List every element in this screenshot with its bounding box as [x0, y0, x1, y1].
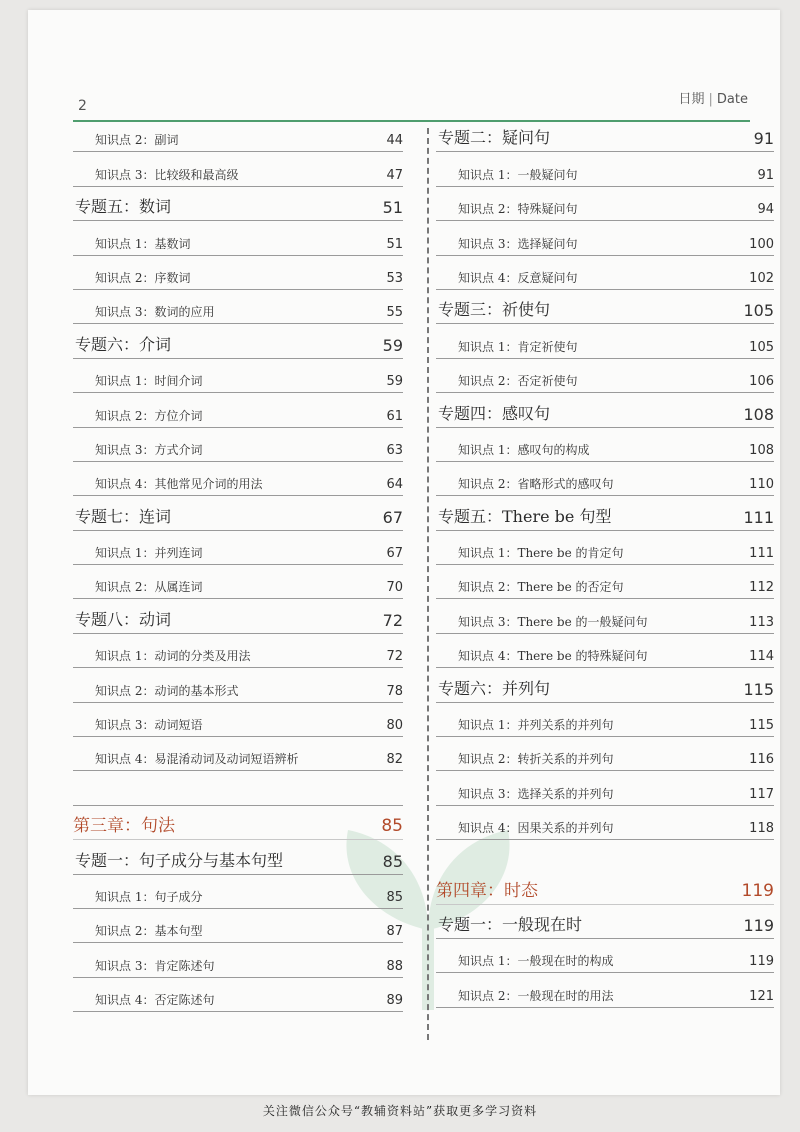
toc-entry-label: 知识点 1：一般现在时的构成	[458, 954, 614, 969]
toc-entry-label: 知识点 1：句子成分	[95, 889, 203, 904]
toc-entry-label: 专题六：介词	[75, 334, 172, 354]
toc-item-row	[73, 221, 403, 255]
toc-item-row	[436, 634, 774, 668]
toc-page-number: 110	[749, 477, 774, 493]
toc-entry-label: 知识点 1：There be 的肯定句	[458, 546, 624, 561]
toc-item-row	[73, 668, 403, 702]
toc-section-row	[73, 324, 403, 358]
toc-page-number: 85	[381, 816, 403, 837]
toc-section-row	[73, 840, 403, 874]
toc-section-row	[436, 118, 774, 152]
toc-chapter-row	[436, 870, 774, 904]
toc-item-row	[436, 256, 774, 290]
toc-item-row	[73, 359, 403, 393]
toc-section-row	[436, 668, 774, 702]
toc-entry-label: 专题五：There be 句型	[438, 506, 612, 526]
toc-item-row	[73, 634, 403, 668]
toc-item-row	[73, 978, 403, 1012]
toc-page-number: 111	[743, 507, 774, 527]
toc-item-row	[73, 152, 403, 186]
toc-entry-label: 知识点 3：选择关系的并列句	[458, 786, 614, 801]
toc-entry-label: 专题六：并列句	[438, 678, 551, 698]
toc-page-number: 87	[386, 924, 403, 940]
toc-entry-label: 专题四：感叹句	[438, 403, 551, 423]
toc-entry-label: 知识点 3：选择疑问句	[458, 236, 578, 251]
toc-entry-label: 知识点 3：数词的应用	[95, 305, 215, 320]
toc-page-number: 55	[386, 305, 403, 321]
toc-page-number: 115	[743, 679, 774, 699]
toc-entry-label: 知识点 2：副词	[95, 133, 179, 148]
toc-entry-label: 专题五：数词	[75, 197, 172, 217]
toc-section-row	[436, 496, 774, 530]
column-divider	[427, 128, 429, 1040]
toc-item-row	[436, 599, 774, 633]
toc-entry-label: 知识点 3：肯定陈述句	[95, 958, 215, 973]
toc-entry-label: 专题一：一般现在时	[438, 914, 583, 934]
toc-entry-label: 知识点 4：反意疑问句	[458, 270, 578, 285]
toc-entry-label: 知识点 4：易混淆动词及动词短语辨析	[95, 752, 299, 767]
toc-item-row	[73, 943, 403, 977]
date-label: 日期 | Date	[678, 92, 748, 107]
toc-item-row	[73, 428, 403, 462]
toc-item-row	[73, 290, 403, 324]
toc-item-row	[436, 152, 774, 186]
toc-item-row	[436, 462, 774, 496]
toc-item-row	[436, 324, 774, 358]
toc-entry-label: 专题一：句子成分与基本句型	[75, 850, 284, 870]
toc-entry-label: 第四章：时态	[436, 880, 538, 901]
toc-page-number: 113	[749, 614, 774, 630]
footer-note: 关注微信公众号“教辅资料站”获取更多学习资料	[262, 1104, 538, 1118]
toc-chapter-row	[73, 806, 403, 840]
toc-page-number: 82	[386, 752, 403, 768]
toc-item-row	[436, 428, 774, 462]
toc-item-row	[436, 973, 774, 1007]
toc-page-number: 59	[382, 335, 403, 355]
toc-entry-label: 知识点 3：动词短语	[95, 718, 203, 733]
toc-page-number: 91	[753, 129, 774, 149]
toc-entry-label: 知识点 2：There be 的否定句	[458, 580, 624, 595]
toc-entry-label: 知识点 1：基数词	[95, 236, 191, 251]
toc-entry-label: 知识点 2：方位介词	[95, 408, 203, 423]
toc-page-number: 119	[749, 954, 774, 970]
toc-entry-label: 知识点 3：方式介词	[95, 442, 203, 457]
toc-entry-label: 知识点 2：省略形式的感叹句	[458, 477, 614, 492]
toc-section-row	[436, 290, 774, 324]
toc-item-row	[436, 737, 774, 771]
toc-entry-label: 知识点 4：否定陈述句	[95, 993, 215, 1008]
toc-entry-label: 知识点 2：从属连词	[95, 580, 203, 595]
toc-entry-label: 知识点 1：时间介词	[95, 374, 203, 389]
page-number: 2	[78, 98, 87, 114]
toc-page-number: 61	[386, 408, 403, 424]
toc-item-row	[436, 939, 774, 973]
toc-page-number: 72	[386, 649, 403, 665]
toc-page-number: 100	[749, 236, 774, 252]
toc-page-number: 51	[386, 236, 403, 252]
toc-item-row	[436, 531, 774, 565]
toc-page-number: 70	[386, 580, 403, 596]
toc-entry-label: 知识点 1：并列关系的并列句	[458, 718, 614, 733]
toc-page-number: 114	[749, 649, 774, 665]
toc-entry-label: 知识点 3：比较级和最高级	[95, 167, 239, 182]
toc-item-row	[436, 806, 774, 840]
toc-item-row	[436, 771, 774, 805]
toc-item-row	[73, 118, 403, 152]
toc-page-number: 111	[749, 546, 774, 562]
toc-page-number: 105	[743, 301, 774, 321]
toc-page-number: 112	[749, 580, 774, 596]
toc-item-row	[73, 875, 403, 909]
toc-page-number: 53	[386, 270, 403, 286]
toc-section-row	[73, 599, 403, 633]
toc-page-number: 85	[382, 851, 403, 871]
toc-entry-label: 知识点 1：动词的分类及用法	[95, 649, 251, 664]
toc-entry-label: 专题八：动词	[75, 609, 172, 629]
toc-page-number: 85	[386, 889, 403, 905]
toc-entry-label: 知识点 2：否定祈使句	[458, 374, 578, 389]
toc-item-row	[73, 256, 403, 290]
toc-entry-label: 专题七：连词	[75, 506, 172, 526]
toc-page-number: 44	[386, 133, 403, 149]
toc-right-column	[436, 118, 774, 1008]
toc-item-row	[73, 565, 403, 599]
toc-item-row	[73, 531, 403, 565]
toc-page-number: 67	[386, 546, 403, 562]
date-label-cn: 日期	[678, 92, 705, 107]
toc-entry-label: 知识点 2：基本句型	[95, 924, 203, 939]
toc-page-number: 115	[749, 718, 774, 734]
toc-page-number: 89	[386, 993, 403, 1009]
toc-left-column	[73, 118, 403, 1012]
toc-page-number: 119	[743, 915, 774, 935]
toc-page-number: 116	[749, 752, 774, 768]
toc-page-number: 67	[382, 507, 403, 527]
toc-entry-label: 知识点 4：There be 的特殊疑问句	[458, 649, 648, 664]
toc-entry-label: 知识点 3：There be 的一般疑问句	[458, 614, 648, 629]
toc-page-number: 121	[749, 988, 774, 1004]
toc-page-number: 59	[386, 374, 403, 390]
toc-entry-label: 知识点 4：其他常见介词的用法	[95, 477, 263, 492]
toc-blank-row	[436, 840, 774, 870]
toc-section-row	[436, 393, 774, 427]
toc-item-row	[436, 359, 774, 393]
toc-item-row	[73, 909, 403, 943]
toc-page-number: 80	[386, 718, 403, 734]
toc-page-number: 119	[741, 880, 774, 901]
toc-page-number: 102	[749, 270, 774, 286]
toc-item-row	[73, 393, 403, 427]
toc-entry-label: 知识点 2：动词的基本形式	[95, 683, 239, 698]
toc-entry-label: 专题二：疑问句	[438, 128, 551, 148]
toc-section-row	[73, 496, 403, 530]
toc-page-number: 106	[749, 374, 774, 390]
toc-page-number: 47	[386, 167, 403, 183]
toc-item-row	[436, 187, 774, 221]
toc-entry-label: 第三章：句法	[73, 816, 175, 837]
toc-page-number: 108	[749, 442, 774, 458]
toc-item-row	[73, 703, 403, 737]
toc-page-number: 63	[386, 442, 403, 458]
toc-page-number: 91	[757, 167, 774, 183]
toc-item-row	[73, 462, 403, 496]
toc-entry-label: 专题三：祈使句	[438, 300, 551, 320]
toc-section-row	[436, 905, 774, 939]
toc-section-row	[73, 187, 403, 221]
toc-page-number: 105	[749, 339, 774, 355]
toc-entry-label: 知识点 2：序数词	[95, 270, 191, 285]
toc-page-number: 118	[749, 821, 774, 837]
toc-entry-label: 知识点 4：因果关系的并列句	[458, 821, 614, 836]
toc-entry-label: 知识点 2：特殊疑问句	[458, 202, 578, 217]
toc-page-number: 94	[757, 202, 774, 218]
toc-item-row	[436, 565, 774, 599]
toc-page-number: 88	[386, 958, 403, 974]
toc-entry-label: 知识点 1：一般疑问句	[458, 167, 578, 182]
toc-entry-label: 知识点 1：肯定祈使句	[458, 339, 578, 354]
toc-entry-label: 知识点 1：并列连词	[95, 546, 203, 561]
date-label-en: Date	[716, 92, 748, 107]
toc-page-number: 64	[386, 477, 403, 493]
toc-entry-label: 知识点 2：一般现在时的用法	[458, 988, 614, 1003]
toc-spacer-row	[73, 771, 403, 805]
toc-entry-label: 知识点 1：感叹句的构成	[458, 442, 590, 457]
toc-item-row	[73, 737, 403, 771]
toc-page-number: 117	[749, 786, 774, 802]
toc-item-row	[436, 703, 774, 737]
toc-entry-label: 知识点 2：转折关系的并列句	[458, 752, 614, 767]
toc-item-row	[436, 221, 774, 255]
toc-page-number: 51	[382, 198, 403, 218]
toc-page-number: 108	[743, 404, 774, 424]
toc-page-number: 78	[386, 683, 403, 699]
toc-page-number: 72	[382, 610, 403, 630]
